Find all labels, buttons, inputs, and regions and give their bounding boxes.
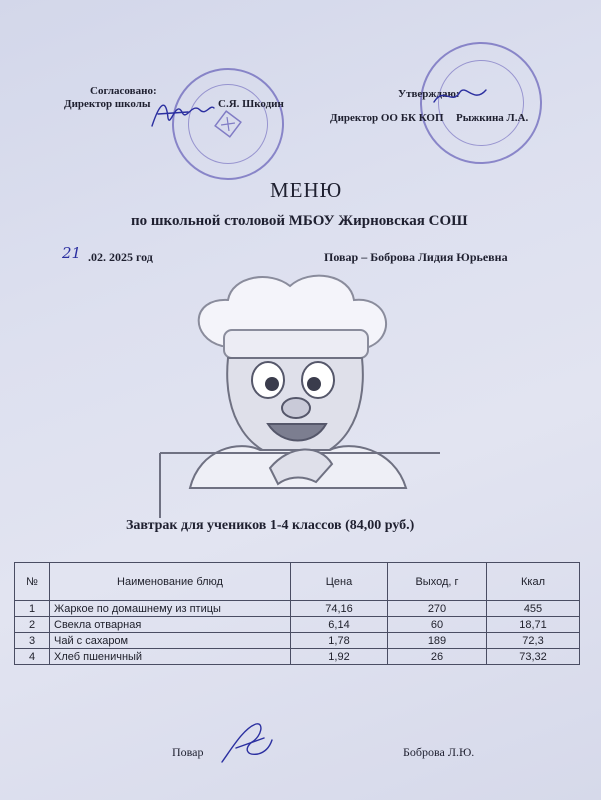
row-dish-name: Свекла отварная (50, 617, 291, 633)
approve-left-role: Директор школы (64, 98, 151, 110)
row-kcal: 72,3 (487, 633, 580, 649)
row-number: 4 (15, 649, 50, 665)
row-weight: 26 (388, 649, 487, 665)
row-kcal: 18,71 (487, 617, 580, 633)
col-weight: Выход, г (388, 563, 487, 601)
row-kcal: 455 (487, 601, 580, 617)
approve-left-name: С.Я. Шкодин (218, 98, 284, 110)
footer-name: Боброва Л.Ю. (403, 745, 475, 759)
row-dish-name: Жаркое по домашнему из птицы (50, 601, 291, 617)
menu-table (14, 562, 580, 665)
row-dish-name: Хлеб пшеничный (50, 649, 291, 665)
page-subtitle: по школьной столовой МБОУ Жирновская СОШ (131, 213, 468, 229)
col-price: Цена (291, 563, 388, 601)
date-day-handwritten: 21 (62, 244, 82, 262)
approver-signature (430, 80, 490, 110)
approve-right-role: Директор ОО БК КОП (330, 112, 444, 124)
menu-heading: Завтрак для учеников 1-4 классов (84,00 руб.) (126, 518, 415, 533)
row-price: 1,92 (291, 649, 388, 665)
row-price: 6,14 (291, 617, 388, 633)
col-kcal: Ккал (487, 563, 580, 601)
col-dish-name: Наименование блюд (50, 563, 291, 601)
row-kcal: 73,32 (487, 649, 580, 665)
table-row (15, 617, 580, 633)
row-dish-name: Чай с сахаром (50, 633, 291, 649)
table-row (15, 601, 580, 617)
row-weight: 270 (388, 601, 487, 617)
table-row (15, 649, 580, 665)
col-number: № (15, 563, 50, 601)
row-price: 74,16 (291, 601, 388, 617)
row-weight: 189 (388, 633, 487, 649)
row-number: 1 (15, 601, 50, 617)
approve-right-label: Утверждаю: (398, 88, 460, 100)
table-header-row (15, 563, 580, 601)
cook-signature (216, 718, 276, 768)
chef-illustration (150, 268, 450, 518)
row-number: 3 (15, 633, 50, 649)
director-signature (148, 92, 218, 132)
cook-line: Повар – Боброва Лидия Юрьевна (324, 250, 508, 264)
page-title: МЕНЮ (270, 178, 343, 202)
row-number: 2 (15, 617, 50, 633)
row-price: 1,78 (291, 633, 388, 649)
row-weight: 60 (388, 617, 487, 633)
table-row (15, 633, 580, 649)
footer-role: Повар (172, 745, 204, 759)
date-line: .02. 2025 год (88, 250, 153, 264)
approve-left-label: Согласовано: (90, 85, 157, 97)
approve-right-name: Рыжкина Л.А. (456, 112, 529, 124)
